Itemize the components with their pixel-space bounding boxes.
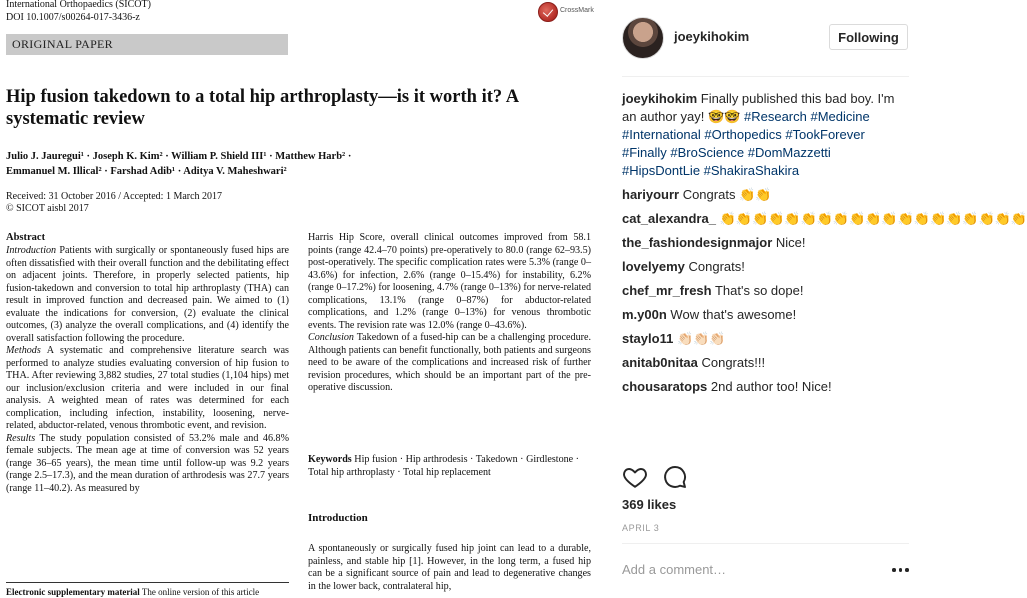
caption-username[interactable]: joeykihokim	[622, 91, 698, 106]
abstract-column-1	[6, 245, 289, 495]
received-dates: Received: 31 October 2016 / Accepted: 1 March 2017	[6, 191, 223, 202]
comment-username[interactable]: chousaratops	[622, 379, 708, 394]
comment-username[interactable]: anitab0nitaa	[622, 355, 698, 370]
more-options-icon[interactable]	[892, 568, 910, 573]
more-dot	[899, 568, 903, 572]
footer-divider	[622, 543, 909, 544]
heart-icon[interactable]	[622, 464, 648, 490]
comment-username[interactable]: cat_alexandra_	[622, 211, 716, 226]
keywords-label: Keywords	[308, 454, 352, 465]
crossmark-logo	[538, 2, 600, 22]
introduction-text: A spontaneously or surgically fused hip joint can lead to a durable, painless, and stable hip [1]. However, in the long term, a fused hip can be a significant source of pain and lead to degenerative changes in the lower back, contralateral hip,	[308, 543, 591, 592]
authors-line-1: Julio J. Jauregui¹ · Joseph K. Kim² · William P. Shield III¹ · Matthew Harb² ·	[6, 151, 352, 162]
keywords-list: Hip fusion · Hip arthrodesis · Takedown · Girdlestone · Total hip arthroplasty · Total hip replacement	[308, 454, 580, 478]
abstract-heading: Abstract	[6, 232, 46, 243]
comment-text: 2nd author too! Nice!	[707, 379, 832, 394]
comment-text: Nice!	[772, 235, 806, 250]
username[interactable]: joeykihokim	[674, 29, 750, 44]
comment-text: 👏🏻👏🏻👏🏻	[673, 331, 726, 346]
methods-label: Methods	[6, 345, 41, 356]
comment	[622, 330, 912, 348]
avatar[interactable]	[622, 17, 664, 59]
comment-username[interactable]: lovelyemy	[622, 259, 685, 274]
post-caption	[622, 90, 912, 180]
comment-username[interactable]: staylo11	[622, 331, 674, 346]
more-dot	[892, 568, 896, 572]
comment	[622, 234, 912, 252]
comment	[622, 186, 912, 204]
esm-text: The online version of this article	[139, 587, 260, 597]
comment	[622, 354, 912, 372]
intro-body: Patients with surgically or spontaneously fused hips are often dissatisfied with their overall function and the debilitating effect on adjacent joints. Therefore, in properly selected patients, hip fusion-takedown and conversion to total hip arthroplasty (THA) can result in improved function and decreased pain. We aimed to (1) evaluate the indications for conversion, (2) evaluate the clinical outcomes, (3) analyze the overall complications, and (4) identify the overall satisfaction following the procedure.	[6, 245, 289, 344]
comment-username[interactable]: m.y00n	[622, 307, 667, 322]
comment-text: Wow that's awesome!	[666, 307, 797, 322]
header-divider	[622, 76, 909, 77]
comment-text: 👏👏👏👏👏👏👏👏👏👏👏👏👏👏👏👏👏👏👏	[715, 211, 1027, 226]
likes-count[interactable]: 369 likes	[622, 497, 677, 512]
comment	[622, 282, 912, 300]
crossmark-icon	[538, 2, 558, 22]
comment	[622, 258, 912, 276]
crossmark-label: CrossMark	[560, 7, 594, 14]
section-label: ORIGINAL PAPER	[6, 34, 288, 55]
introduction-heading: Introduction	[308, 512, 368, 524]
results-body: The study population consisted of 53.2% male and 46.8% female subjects. The mean age at time of conversion was 52 years (range 36–65 years), the mean time until follow-up was 9.2 years (range 2.5–17.3), and the mean duration of arthrodesis was 27.7 years (range 11–40.2). As measured by	[6, 432, 289, 494]
keywords	[308, 453, 591, 479]
comments-list	[622, 90, 1027, 402]
caption-hashtags[interactable]: #Research #Medicine #International #Orthopedics #TookForever #Finally #BroScience #DomMazzetti #HipsDontLie #ShakiraShakira	[622, 109, 870, 178]
esm-footnote	[6, 587, 259, 598]
paper-title: Hip fusion takedown to a total hip arthroplasty—is it worth it? A systematic review	[6, 87, 519, 129]
comment-username[interactable]: hariyourr	[622, 187, 680, 202]
conclusion-body: Takedown of a fused-hip can be a challenging procedure. Although patients can benefit functionally, both patients and surgeons need to be aware of the complications and increased risk of further revision procedures, which should be an important part of the pre-operative discussion.	[308, 332, 591, 393]
results-continued: Harris Hip Score, overall clinical outcomes improved from 58.1 points (range 42.4–70 points) pre-operatively to 80.0 (range 62–93.5) post-operatively. The specific complication rates were 5.3% (range 0–43.6%) for infection, 2.6% (range 0–15.4%) for instability, 6.2% (range 0–17.2%) for loosening, 4.7% (range 0–13%) for nerve-related complications, 13.1% (range 0–87%) for abductor-related complications, and 1.2% (range 0–13%) for venous thrombotic events. The revision rate was 12.0% (range 0–43.6%).	[308, 232, 591, 331]
results-label: Results	[6, 432, 36, 444]
comment	[622, 306, 912, 324]
comment-username[interactable]: the_fashiondesignmajor	[622, 235, 773, 250]
authors-line-2: Emmanuel M. Illical² · Farshad Adib¹ · Aditya V. Maheshwari²	[6, 166, 287, 177]
comment-text: Congrats 👏👏	[679, 187, 772, 202]
post-date: APRIL 3	[622, 523, 660, 533]
comment-username[interactable]: chef_mr_fresh	[622, 283, 712, 298]
post-panel	[600, 0, 1027, 595]
more-dot	[905, 568, 909, 572]
journal-name: International Orthopaedics (SICOT)	[6, 0, 151, 10]
comment-text: Congrats!	[684, 259, 745, 274]
abstract-column-2	[308, 232, 591, 395]
copyright-line: © SICOT aisbl 2017	[6, 203, 89, 214]
intro-label: Introduction	[6, 245, 57, 256]
footnote-divider	[6, 582, 289, 583]
methods-body: A systematic and comprehensive literature search was performed to analyze studies evaluating conversion of hip fusion to THA. After reviewing 3,882 studies, 27 total studies (1,104 hips) met our inclusion/exclusion criteria and were included in our final analysis. A weighted mean of rates was determined for each complication, including infection, instability, loosening, nerve-related, abductor-related, venous thrombotic event, and revision.	[6, 345, 289, 431]
comment	[622, 210, 1027, 228]
conclusion-label: Conclusion	[308, 332, 354, 343]
comment-text: Congrats!!!	[697, 355, 766, 370]
following-button[interactable]: Following	[829, 24, 908, 50]
esm-label: Electronic supplementary material	[6, 587, 140, 597]
action-bar	[622, 462, 742, 492]
caption-text: Finally published this bad boy. I'm an author yay! 🤓🤓	[622, 91, 895, 124]
comment	[622, 378, 912, 396]
doi: DOI 10.1007/s00264-017-3436-z	[6, 12, 140, 23]
comment-bubble-icon[interactable]	[662, 464, 688, 490]
comment-text: That's so dope!	[711, 283, 804, 298]
post-header	[600, 0, 933, 77]
add-comment-input[interactable]	[622, 558, 872, 580]
